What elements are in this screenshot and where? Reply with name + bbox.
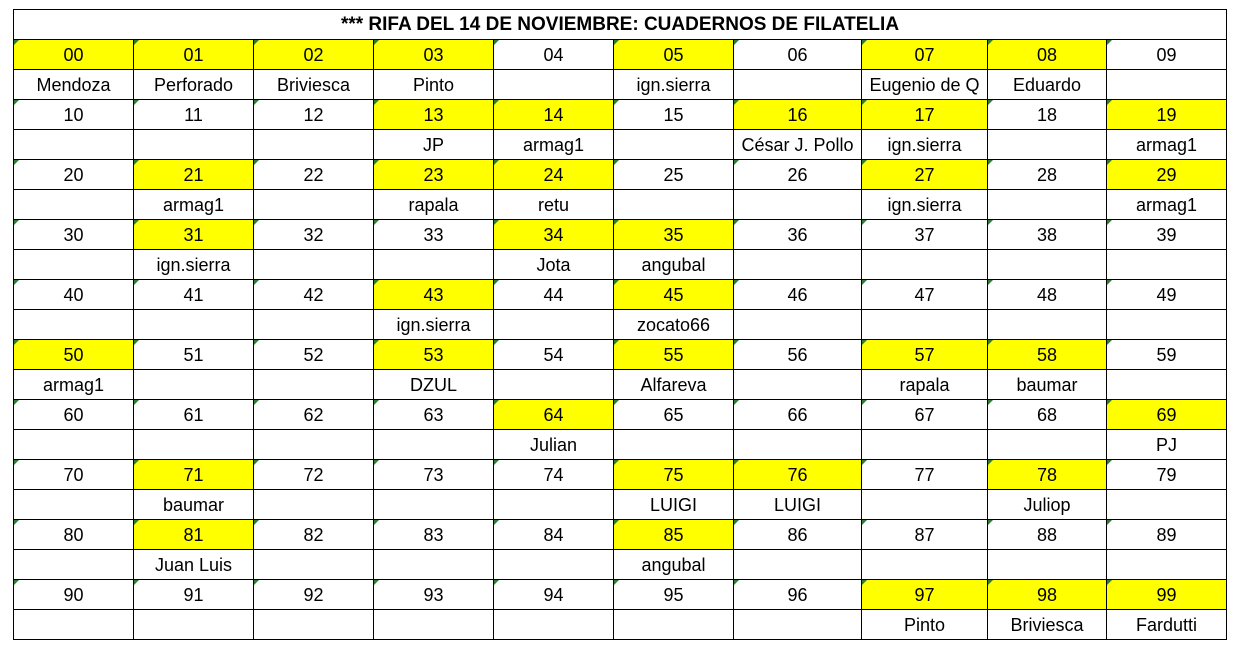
number-cell[interactable]: 03 [374, 40, 494, 70]
number-cell[interactable]: 33 [374, 220, 494, 250]
number-cell[interactable]: 68 [988, 400, 1107, 430]
number-cell[interactable]: 70 [14, 460, 134, 490]
number-row [14, 520, 1227, 550]
number-cell[interactable]: 97 [862, 580, 988, 610]
participant-cell[interactable] [614, 190, 734, 220]
participant-cell[interactable] [614, 610, 734, 640]
name-row [14, 130, 1227, 160]
participant-cell[interactable] [134, 430, 254, 460]
participant-cell[interactable] [734, 610, 862, 640]
participant-cell[interactable] [14, 550, 134, 580]
participant-cell[interactable]: ign.sierra [614, 70, 734, 100]
participant-cell[interactable] [254, 430, 374, 460]
participant-cell[interactable]: Eugenio de Q [862, 70, 988, 100]
number-row [14, 160, 1227, 190]
number-cell[interactable]: 21 [134, 160, 254, 190]
number-cell[interactable]: 83 [374, 520, 494, 550]
participant-cell[interactable] [494, 610, 614, 640]
number-cell[interactable]: 66 [734, 400, 862, 430]
participant-cell[interactable] [14, 310, 134, 340]
number-cell[interactable]: 26 [734, 160, 862, 190]
number-row [14, 100, 1227, 130]
participant-cell[interactable] [254, 310, 374, 340]
participant-cell[interactable]: Eduardo [988, 70, 1107, 100]
number-cell[interactable]: 75 [614, 460, 734, 490]
participant-cell[interactable] [494, 490, 614, 520]
participant-cell[interactable]: Julian [494, 430, 614, 460]
number-cell[interactable]: 53 [374, 340, 494, 370]
number-cell[interactable]: 90 [14, 580, 134, 610]
number-cell[interactable]: 06 [734, 40, 862, 70]
participant-cell[interactable] [1107, 70, 1227, 100]
participant-cell[interactable]: JP [374, 130, 494, 160]
participant-cell[interactable] [862, 430, 988, 460]
participant-cell[interactable]: zocato66 [614, 310, 734, 340]
number-cell[interactable]: 95 [614, 580, 734, 610]
name-row [14, 370, 1227, 400]
participant-cell[interactable] [862, 550, 988, 580]
number-cell[interactable]: 49 [1107, 280, 1227, 310]
participant-cell[interactable]: armag1 [1107, 130, 1227, 160]
participant-cell[interactable] [1107, 250, 1227, 280]
number-cell[interactable]: 00 [14, 40, 134, 70]
number-cell[interactable]: 62 [254, 400, 374, 430]
name-row [14, 310, 1227, 340]
participant-cell[interactable] [988, 190, 1107, 220]
number-cell[interactable]: 31 [134, 220, 254, 250]
raffle-grid [13, 9, 1227, 640]
participant-cell[interactable]: PJ [1107, 430, 1227, 460]
participant-cell[interactable]: LUIGI [734, 490, 862, 520]
participant-cell[interactable]: armag1 [134, 190, 254, 220]
participant-cell[interactable]: Juliop [988, 490, 1107, 520]
number-cell[interactable]: 36 [734, 220, 862, 250]
number-cell[interactable]: 05 [614, 40, 734, 70]
participant-cell[interactable]: Pinto [374, 70, 494, 100]
number-cell[interactable]: 18 [988, 100, 1107, 130]
number-cell[interactable]: 34 [494, 220, 614, 250]
participant-cell[interactable]: Juan Luis [134, 550, 254, 580]
participant-cell[interactable] [614, 430, 734, 460]
participant-cell[interactable]: LUIGI [614, 490, 734, 520]
number-cell[interactable]: 78 [988, 460, 1107, 490]
number-cell[interactable]: 94 [494, 580, 614, 610]
number-cell[interactable]: 17 [862, 100, 988, 130]
number-cell[interactable]: 50 [14, 340, 134, 370]
participant-cell[interactable]: rapala [374, 190, 494, 220]
number-cell[interactable]: 42 [254, 280, 374, 310]
number-cell[interactable]: 07 [862, 40, 988, 70]
number-cell[interactable]: 40 [14, 280, 134, 310]
number-cell[interactable]: 15 [614, 100, 734, 130]
participant-cell[interactable] [494, 70, 614, 100]
number-cell[interactable]: 86 [734, 520, 862, 550]
participant-cell[interactable] [988, 310, 1107, 340]
participant-cell[interactable] [254, 550, 374, 580]
participant-cell[interactable]: Alfareva [614, 370, 734, 400]
number-cell[interactable]: 44 [494, 280, 614, 310]
participant-cell[interactable] [134, 310, 254, 340]
participant-cell[interactable]: DZUL [374, 370, 494, 400]
number-cell[interactable]: 16 [734, 100, 862, 130]
number-cell[interactable]: 23 [374, 160, 494, 190]
number-cell[interactable]: 25 [614, 160, 734, 190]
participant-cell[interactable] [734, 430, 862, 460]
participant-cell[interactable] [254, 190, 374, 220]
participant-cell[interactable] [1107, 490, 1227, 520]
number-cell[interactable]: 27 [862, 160, 988, 190]
number-cell[interactable]: 38 [988, 220, 1107, 250]
number-cell[interactable]: 87 [862, 520, 988, 550]
number-cell[interactable]: 58 [988, 340, 1107, 370]
participant-cell[interactable] [134, 370, 254, 400]
participant-cell[interactable] [862, 250, 988, 280]
participant-cell[interactable] [734, 310, 862, 340]
participant-cell[interactable]: Pinto [862, 610, 988, 640]
participant-cell[interactable] [988, 550, 1107, 580]
participant-cell[interactable]: Mendoza [14, 70, 134, 100]
number-cell[interactable]: 85 [614, 520, 734, 550]
name-row [14, 70, 1227, 100]
participant-cell[interactable] [14, 130, 134, 160]
participant-cell[interactable]: armag1 [1107, 190, 1227, 220]
participant-cell[interactable]: ign.sierra [862, 190, 988, 220]
number-row [14, 400, 1227, 430]
participant-cell[interactable] [14, 430, 134, 460]
participant-cell[interactable]: Fardutti [1107, 610, 1227, 640]
participant-cell[interactable] [1107, 310, 1227, 340]
participant-cell[interactable] [614, 130, 734, 160]
number-cell[interactable]: 29 [1107, 160, 1227, 190]
participant-cell[interactable] [734, 550, 862, 580]
participant-cell[interactable] [14, 190, 134, 220]
number-cell[interactable]: 11 [134, 100, 254, 130]
participant-cell[interactable]: armag1 [14, 370, 134, 400]
number-cell[interactable]: 51 [134, 340, 254, 370]
name-row [14, 610, 1227, 640]
participant-cell[interactable] [374, 490, 494, 520]
participant-cell[interactable]: Perforado [134, 70, 254, 100]
name-row [14, 430, 1227, 460]
number-row [14, 580, 1227, 610]
participant-cell[interactable] [734, 370, 862, 400]
participant-cell[interactable]: Jota [494, 250, 614, 280]
number-cell[interactable]: 01 [134, 40, 254, 70]
number-cell[interactable]: 35 [614, 220, 734, 250]
number-cell[interactable]: 45 [614, 280, 734, 310]
number-cell[interactable]: 46 [734, 280, 862, 310]
participant-cell[interactable] [494, 310, 614, 340]
number-cell[interactable]: 73 [374, 460, 494, 490]
participant-cell[interactable]: retu [494, 190, 614, 220]
participant-cell[interactable]: angubal [614, 250, 734, 280]
participant-cell[interactable] [254, 370, 374, 400]
number-cell[interactable]: 30 [14, 220, 134, 250]
number-cell[interactable]: 08 [988, 40, 1107, 70]
participant-cell[interactable] [374, 610, 494, 640]
number-cell[interactable]: 56 [734, 340, 862, 370]
participant-cell[interactable] [254, 130, 374, 160]
number-cell[interactable]: 71 [134, 460, 254, 490]
participant-cell[interactable] [494, 370, 614, 400]
number-cell[interactable]: 74 [494, 460, 614, 490]
participant-cell[interactable]: ign.sierra [862, 130, 988, 160]
number-cell[interactable]: 80 [14, 520, 134, 550]
participant-cell[interactable] [134, 130, 254, 160]
number-cell[interactable]: 54 [494, 340, 614, 370]
number-cell[interactable]: 20 [14, 160, 134, 190]
number-cell[interactable]: 76 [734, 460, 862, 490]
participant-cell[interactable]: ign.sierra [374, 310, 494, 340]
participant-cell[interactable] [134, 610, 254, 640]
participant-cell[interactable] [988, 430, 1107, 460]
number-cell[interactable]: 39 [1107, 220, 1227, 250]
number-cell[interactable]: 89 [1107, 520, 1227, 550]
name-row [14, 490, 1227, 520]
participant-cell[interactable] [374, 550, 494, 580]
participant-cell[interactable] [988, 130, 1107, 160]
participant-cell[interactable] [494, 550, 614, 580]
number-cell[interactable]: 91 [134, 580, 254, 610]
number-cell[interactable]: 82 [254, 520, 374, 550]
participant-cell[interactable] [1107, 370, 1227, 400]
number-cell[interactable]: 09 [1107, 40, 1227, 70]
number-cell[interactable]: 65 [614, 400, 734, 430]
number-row [14, 460, 1227, 490]
participant-cell[interactable] [734, 70, 862, 100]
number-cell[interactable]: 24 [494, 160, 614, 190]
number-cell[interactable]: 69 [1107, 400, 1227, 430]
participant-cell[interactable] [14, 610, 134, 640]
number-cell[interactable]: 47 [862, 280, 988, 310]
number-cell[interactable]: 10 [14, 100, 134, 130]
participant-cell[interactable] [374, 250, 494, 280]
participant-cell[interactable] [14, 490, 134, 520]
number-cell[interactable]: 28 [988, 160, 1107, 190]
number-cell[interactable]: 63 [374, 400, 494, 430]
number-cell[interactable]: 67 [862, 400, 988, 430]
participant-cell[interactable] [254, 610, 374, 640]
number-cell[interactable]: 99 [1107, 580, 1227, 610]
number-cell[interactable]: 64 [494, 400, 614, 430]
participant-cell[interactable]: armag1 [494, 130, 614, 160]
participant-cell[interactable]: Briviesca [988, 610, 1107, 640]
number-cell[interactable]: 32 [254, 220, 374, 250]
number-cell[interactable]: 37 [862, 220, 988, 250]
participant-cell[interactable]: angubal [614, 550, 734, 580]
number-row [14, 220, 1227, 250]
participant-cell[interactable] [862, 310, 988, 340]
number-cell[interactable]: 79 [1107, 460, 1227, 490]
name-row [14, 250, 1227, 280]
participant-cell[interactable]: César J. Pollo [734, 130, 862, 160]
number-cell[interactable]: 52 [254, 340, 374, 370]
number-cell[interactable]: 55 [614, 340, 734, 370]
participant-cell[interactable]: rapala [862, 370, 988, 400]
number-cell[interactable]: 43 [374, 280, 494, 310]
participant-cell[interactable] [254, 250, 374, 280]
name-row [14, 550, 1227, 580]
number-cell[interactable]: 13 [374, 100, 494, 130]
number-cell[interactable]: 22 [254, 160, 374, 190]
number-cell[interactable]: 61 [134, 400, 254, 430]
number-cell[interactable]: 77 [862, 460, 988, 490]
number-cell[interactable]: 81 [134, 520, 254, 550]
number-cell[interactable]: 57 [862, 340, 988, 370]
sheet-title[interactable]: *** RIFA DEL 14 DE NOVIEMBRE: CUADERNOS DE FILATELIA [14, 10, 1227, 40]
participant-cell[interactable]: baumar [134, 490, 254, 520]
number-cell[interactable]: 84 [494, 520, 614, 550]
participant-cell[interactable]: Briviesca [254, 70, 374, 100]
participant-cell[interactable] [734, 190, 862, 220]
number-row [14, 280, 1227, 310]
number-cell[interactable]: 04 [494, 40, 614, 70]
participant-cell[interactable]: baumar [988, 370, 1107, 400]
participant-cell[interactable]: ign.sierra [134, 250, 254, 280]
participant-cell[interactable] [374, 430, 494, 460]
number-cell[interactable]: 88 [988, 520, 1107, 550]
number-cell[interactable]: 96 [734, 580, 862, 610]
number-cell[interactable]: 98 [988, 580, 1107, 610]
participant-cell[interactable] [1107, 550, 1227, 580]
number-cell[interactable]: 60 [14, 400, 134, 430]
number-row [14, 340, 1227, 370]
number-cell[interactable]: 59 [1107, 340, 1227, 370]
participant-cell[interactable] [14, 250, 134, 280]
participant-cell[interactable] [734, 250, 862, 280]
number-row [14, 40, 1227, 70]
number-cell[interactable]: 72 [254, 460, 374, 490]
participant-cell[interactable] [254, 490, 374, 520]
number-cell[interactable]: 93 [374, 580, 494, 610]
participant-cell[interactable] [988, 250, 1107, 280]
number-cell[interactable]: 12 [254, 100, 374, 130]
number-cell[interactable]: 92 [254, 580, 374, 610]
number-cell[interactable]: 02 [254, 40, 374, 70]
number-cell[interactable]: 41 [134, 280, 254, 310]
name-row [14, 190, 1227, 220]
participant-cell[interactable] [862, 490, 988, 520]
number-cell[interactable]: 48 [988, 280, 1107, 310]
number-cell[interactable]: 14 [494, 100, 614, 130]
number-cell[interactable]: 19 [1107, 100, 1227, 130]
